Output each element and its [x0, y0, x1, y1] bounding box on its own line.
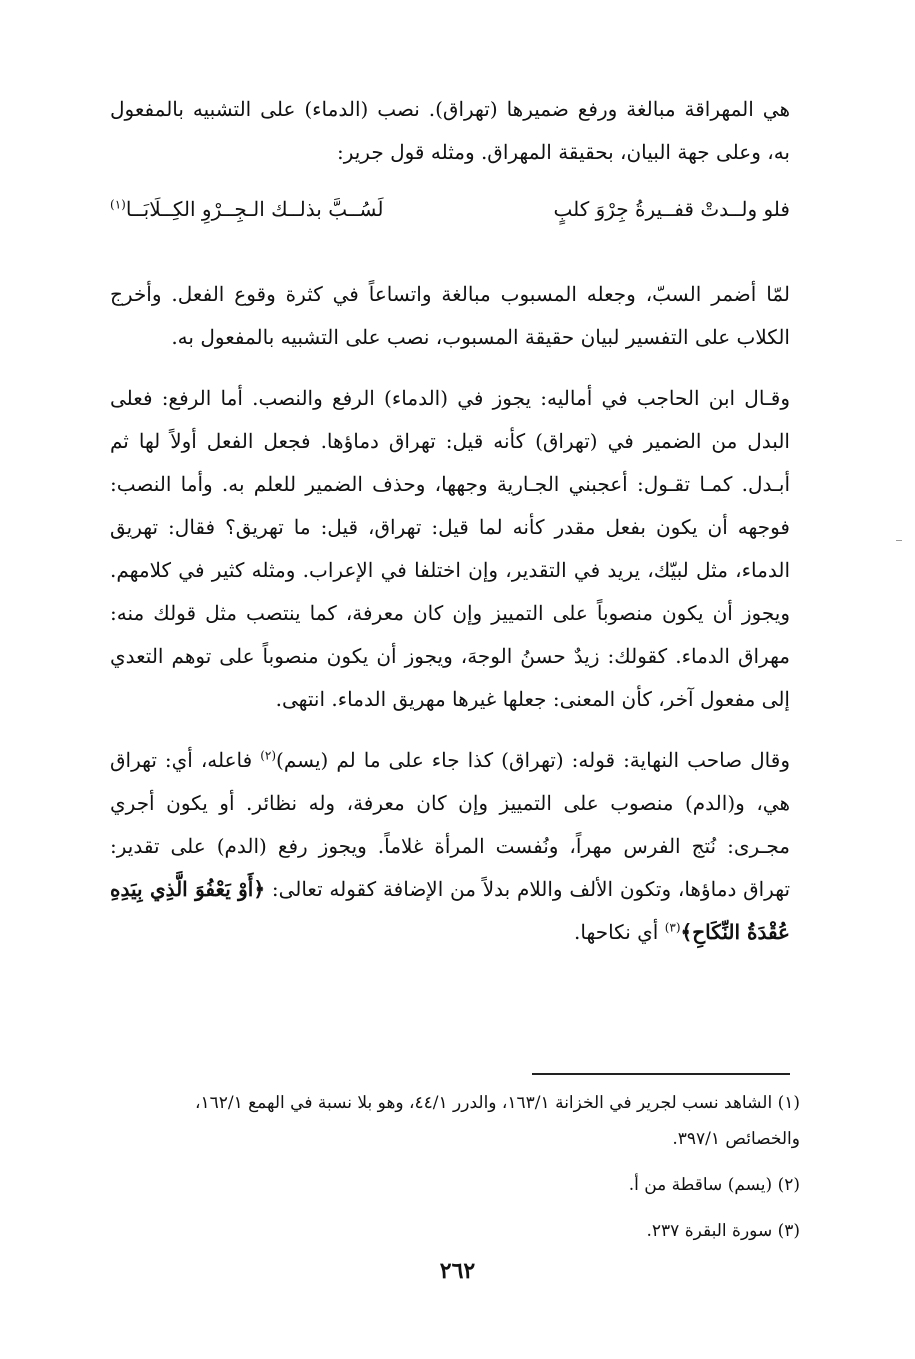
footnotes: [110, 1085, 800, 1249]
paragraph-1: هي المهراقة مبالغة ورفع ضميرها (تهراق). نصب (الدماء) على التشبيه بالمفعول به، وعلى جهة البيان، بحقيقة المهراق. ومثله قول جرير:: [110, 97, 790, 164]
paragraph-3: وقـال ابن الحاجب في أماليه: يجوز في (الدماء) الرفع والنصب. أما الرفع: فعلى البدل من الضمير في (تهراق) كأنه قيل: تهراق دماؤها. فجعل الفعل أولاً لها ثم أبـدل. كمـا تقـول: أعجبني الجـارية وجهها، وحذف الضمير للعلم به. وأما النصب: فوجهه أن يكون بفعل مقدر كأنه لما قيل: تهراق، قيل: ما تهريق؟ فقال: تهريق الدماء، مثل لبيّك، يريد في التقدير، وإن اختلفا في الإعراب. ومثله كثير في كلامهم. ويجوز أن يكون منصوباً على التمييز وإن كان معرفة، كما ينتصب مثل قولك منه: مهراق الدماء. كقولك: زيدٌ حسنُ الوجهَ، ويجوز أن يكون منصوباً على توهم التعدي إلى مفعول آخر، كأن المعنى: جعلها غيرها مهريق الدماء. انتهى.: [110, 386, 790, 711]
paragraph-4-part-a: وقال صاحب النهاية: قوله: (تهراق) كذا جاء على ما لم (يسم): [276, 748, 790, 772]
quran-quote: ﴿أَوْ يَعْفُوَ الَّذِي بِيَدِهِ عُقْدَةُ النِّكَاحِ﴾: [110, 877, 790, 944]
footnote-ref-2: (٢): [260, 748, 277, 763]
footnote-divider: [532, 1073, 790, 1075]
footnote-1-line-2: والخصائص ٣٩٧/١.: [672, 1129, 800, 1149]
footnote-2: (٢) (يسم) ساقطة من أ.: [628, 1175, 800, 1195]
margin-mark: [896, 540, 902, 541]
poetry-verse: [110, 188, 790, 231]
verse-second-text: لَسُــبَّ بذلــك الـجِــرْوِ الكِــلَابَــا: [125, 197, 384, 221]
paragraph-2: لمّا أضمر السبّ، وجعله المسبوب مبالغة واتساعاً في كثرة وقوع الفعل. وأخرج الكلاب على التفسير لبيان حقيقة المسبوب، نصب على التشبيه بالمفعول به.: [110, 282, 790, 349]
footnote-3: (٣) سورة البقرة ٢٣٧.: [646, 1221, 800, 1241]
verse-first-hemistich: فلو ولــدتْ قفــيرةُ جِرْوَ كلبٍ: [553, 197, 790, 221]
footnote-ref-1: (١): [110, 197, 126, 212]
page-number: ٢٦٢: [439, 1258, 476, 1284]
paragraph-4-part-c: أي نكاحها.: [574, 920, 665, 944]
paragraph-4-part-b: فاعله، أي: تهراق هي، و(الدم) منصوب على التمييز وإن كان معرفة، وله نظائر. أو يكون أجري مجـرى: نُتج الفرس مهراً، ونُفست المرأة غلاماً. ويجوز رفع (الدم) على تقدير: تهراق دماؤها، وتكون الألف واللام بدلاً من الإضافة كقوله تعالى:: [110, 748, 791, 901]
page-body: [110, 88, 790, 954]
footnote-1-line-1: (١) الشاهد نسب لجرير في الخزانة ١٦٣/١، والدرر ٤٤/١، وهو بلا نسبة في الهمع ١٦٢/١،: [194, 1093, 800, 1113]
footnote-ref-3: (٣): [664, 920, 681, 935]
paragraph-4: [110, 739, 790, 954]
verse-second-hemistich: [110, 188, 383, 231]
